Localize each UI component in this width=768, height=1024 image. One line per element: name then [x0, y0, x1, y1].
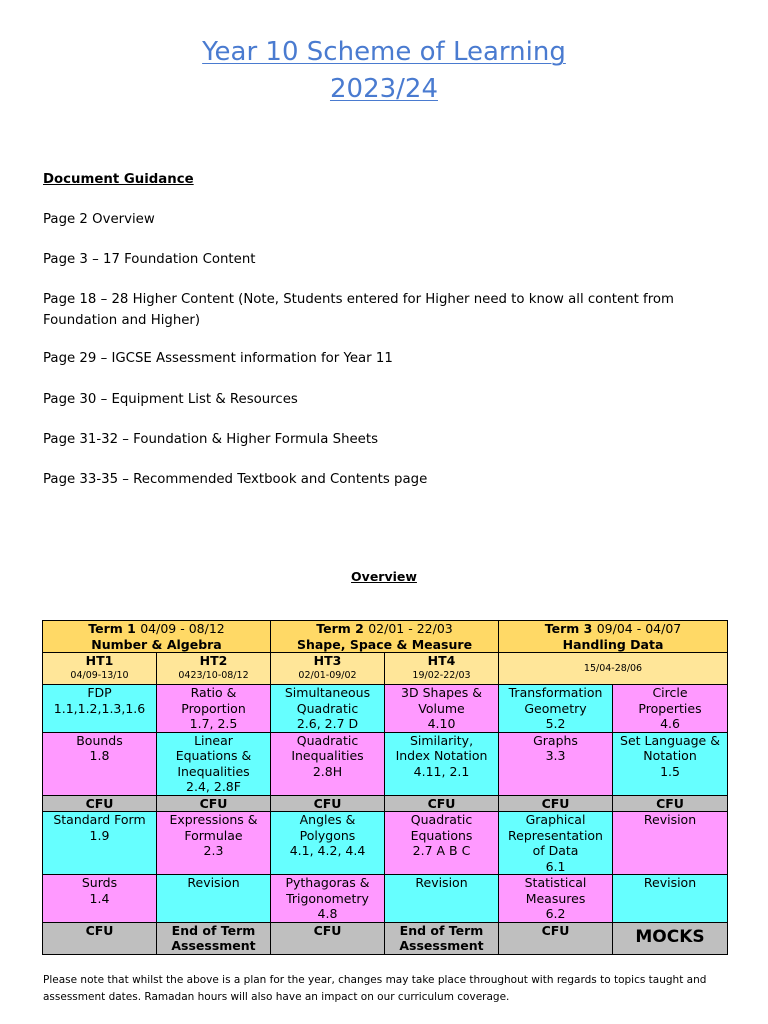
topic-row: [43, 795, 728, 812]
topic-cell-line: CFU: [199, 795, 228, 811]
topic-row: [43, 732, 728, 795]
topic-cell: [613, 875, 728, 923]
topic-cell-line: Assessment: [399, 938, 484, 953]
topic-cell: [613, 922, 728, 954]
topic-cell-line: FDP: [87, 685, 112, 700]
topic-cell: [271, 922, 385, 954]
topic-cell-line: Volume: [418, 700, 465, 716]
topic-cell: [271, 732, 385, 795]
topic-cell-line: Properties: [638, 700, 702, 716]
guidance-item: Page 2 Overview: [43, 212, 155, 227]
topic-cell-line: CFU: [427, 795, 456, 811]
half-term-label: HT1: [85, 653, 114, 668]
term-name: Term 1: [88, 621, 136, 636]
topic-cell-line: Notation: [643, 748, 697, 763]
half-term-label: HT4: [427, 653, 456, 668]
term-dates: 02/01 - 22/03: [368, 621, 453, 636]
guidance-item: Page 30 – Equipment List & Resources: [43, 392, 298, 407]
topic-cell: [385, 875, 499, 923]
topic-cell: [499, 875, 613, 923]
topic-cell-line: Ratio &: [190, 685, 237, 700]
topic-cell-line: Surds: [81, 875, 118, 890]
topic-cell-line: Inequalities: [291, 748, 364, 763]
topic-cell-line: of Data: [532, 843, 579, 858]
topic-cell-line: CFU: [656, 795, 684, 811]
topic-cell-line: 2.4, 2.8F: [186, 779, 241, 794]
topic-cell: [157, 875, 271, 923]
topic-cell-line: 1.1,1.2,1.3,1.6: [53, 700, 146, 716]
topic-cell-line: Statistical: [524, 875, 587, 890]
topic-cell-line: Simultaneous: [284, 685, 371, 700]
topic-cell-line: 4.11, 2.1: [413, 763, 470, 779]
topic-cell-line: Standard Form: [53, 812, 146, 827]
topic-cell-line: Revision: [415, 875, 468, 890]
topic-cell: [385, 732, 499, 795]
topic-cell-line: 2.3: [203, 843, 224, 858]
topic-cell-line: 1.9: [89, 827, 110, 843]
guidance-item: Page 3 – 17 Foundation Content: [43, 252, 256, 267]
term-header-row: [43, 621, 728, 653]
topic-cell-line: Revision: [643, 875, 697, 890]
topic-cell-line: Geometry: [524, 700, 587, 716]
title-line-2: 2023/24: [329, 74, 438, 104]
term-subject: Handling Data: [562, 636, 664, 652]
guidance-item: Page 33-35 – Recommended Textbook and Contents page: [43, 472, 428, 487]
term-1-header: [43, 621, 271, 653]
topic-cell-line: Transformation: [508, 685, 603, 700]
overview-table: [42, 620, 728, 955]
topic-cell-line: Equations: [410, 827, 473, 843]
term-dates: 04/09 - 08/12: [140, 621, 225, 636]
topic-cell-line: End of Term: [399, 922, 484, 938]
topic-cell-line: Revision: [187, 875, 240, 890]
topic-cell-line: Revision: [643, 812, 697, 827]
topic-cell-line: 1.8: [89, 748, 110, 763]
document-title: [0, 34, 768, 108]
overview-heading: Overview: [351, 569, 417, 584]
term-dates: 09/04 - 04/07: [596, 621, 682, 636]
topic-cell-line: 3D Shapes &: [401, 685, 482, 700]
topic-row: [43, 685, 728, 733]
half-term-3: [271, 653, 385, 685]
half-term-1: [43, 653, 157, 685]
topic-cell-line: 2.6, 2.7 D: [296, 716, 359, 731]
half-term-dates: 19/02-22/03: [412, 669, 471, 681]
topic-cell: [271, 875, 385, 923]
topic-cell: [613, 795, 728, 812]
topic-cell: [613, 732, 728, 795]
topic-cell: [499, 685, 613, 733]
topic-cell: [271, 685, 385, 733]
topic-cell-line: Quadratic: [410, 812, 473, 827]
topic-cell-line: Polygons: [299, 827, 356, 843]
topic-cell-line: 4.10: [427, 716, 456, 731]
topic-cell: [271, 812, 385, 875]
topic-cell-line: Graphs: [533, 732, 578, 748]
topic-cell-line: 5.2: [545, 716, 566, 731]
topic-cell-line: MOCKS: [635, 927, 705, 948]
topic-cell: [43, 812, 157, 875]
topic-cell: [157, 812, 271, 875]
topic-cell: [43, 875, 157, 923]
topic-cell: [385, 922, 499, 954]
topic-cell-line: 2.8H: [312, 763, 343, 779]
topic-row: [43, 812, 728, 875]
topic-cell-line: 2.7 A B C: [412, 843, 471, 858]
topic-cell-line: CFU: [313, 795, 342, 811]
topic-cell-line: Equations &: [175, 748, 252, 763]
topic-cell-line: Inequalities: [177, 763, 250, 779]
topic-cell-line: Circle: [652, 685, 688, 700]
topic-cell: [157, 795, 271, 812]
topic-cell-line: Bounds: [76, 732, 123, 748]
topic-cell: [613, 685, 728, 733]
topic-row: [43, 875, 728, 923]
topic-cell: [499, 795, 613, 812]
half-term-2: [157, 653, 271, 685]
topic-cell-line: Pythagoras &: [285, 875, 370, 890]
topic-cell-line: 6.1: [545, 858, 566, 874]
half-term-label: HT2: [199, 653, 228, 668]
guidance-item: Page 29 – IGCSE Assessment information for Year 11: [43, 351, 393, 366]
topic-cell-line: Trigonometry: [286, 890, 369, 906]
topic-cell-line: Index Notation: [395, 748, 488, 763]
topic-cell-line: End of Term: [171, 922, 256, 938]
term-name: Term 2: [316, 621, 364, 636]
half-term-label: HT3: [313, 653, 342, 668]
topic-cell: [385, 795, 499, 812]
title-line-1: Year 10 Scheme of Learning: [202, 37, 566, 67]
topic-cell: [43, 922, 157, 954]
topic-cell: [271, 795, 385, 812]
topic-cell: [43, 732, 157, 795]
half-term-4: [385, 653, 499, 685]
topic-cell-line: CFU: [541, 795, 570, 811]
half-term-dates: 02/01-09/02: [298, 669, 357, 681]
half-term-dates: 04/09-13/10: [70, 669, 129, 681]
topic-cell-line: 1.7, 2.5: [189, 716, 238, 731]
guidance-item: Page 18 – 28 Higher Content (Note, Students entered for Higher need to know all content from Foundation and Higher): [43, 292, 674, 328]
topic-cell-line: Measures: [525, 890, 586, 906]
term-3-dates: [499, 653, 728, 685]
footnote: Please note that whilst the above is a plan for the year, changes may take place throughout with regards to topics taught and assessment dates. Ramadan hours will also have an impact on our curriculum coverage.: [43, 974, 707, 1003]
term-subject: Number & Algebra: [91, 636, 222, 652]
topic-cell-line: 6.2: [545, 906, 566, 921]
topic-cell-line: CFU: [85, 795, 114, 811]
topic-cell-line: Quadratic: [296, 700, 359, 716]
topic-cell-line: Quadratic: [296, 732, 359, 748]
topic-cell-line: Set Language &: [620, 732, 720, 748]
topic-cell: [613, 812, 728, 875]
topic-cell-line: Assessment: [171, 938, 256, 953]
half-term-dates: 15/04-28/06: [583, 663, 643, 674]
topic-cell: [385, 685, 499, 733]
topic-cell-line: Formulae: [184, 827, 243, 843]
topic-cell-line: 3.3: [545, 748, 566, 763]
topic-cell-line: Representation: [508, 827, 603, 843]
term-3-header: [499, 621, 728, 653]
topic-cell-line: Graphical: [525, 812, 586, 827]
topic-cell-line: Linear: [194, 732, 233, 748]
topic-cell-line: Proportion: [181, 700, 246, 716]
topic-row: [43, 922, 728, 954]
guidance-item: Page 31-32 – Foundation & Higher Formula Sheets: [43, 432, 378, 447]
topic-cell-line: 4.8: [317, 906, 338, 921]
topic-cell-line: Expressions &: [169, 812, 258, 827]
topic-cell-line: 1.4: [89, 890, 110, 906]
half-term-dates: 0423/10-08/12: [178, 669, 249, 681]
topic-cell: [43, 795, 157, 812]
term-2-header: [271, 621, 499, 653]
topic-cell: [43, 685, 157, 733]
topic-cell: [385, 812, 499, 875]
term-name: Term 3: [544, 621, 593, 636]
topic-cell-line: Similarity,: [409, 732, 474, 748]
topic-cell: [157, 922, 271, 954]
topic-cell: [499, 922, 613, 954]
term-subject: Shape, Space & Measure: [296, 636, 473, 652]
topic-cell-line: CFU: [313, 922, 342, 938]
topic-cell-line: CFU: [541, 922, 570, 938]
half-term-row: [43, 653, 728, 685]
guidance-heading: Document Guidance: [43, 172, 194, 187]
topic-cell: [499, 812, 613, 875]
topic-cell-line: 4.6: [660, 716, 680, 731]
topic-cell: [157, 685, 271, 733]
topic-cell-line: Angles &: [299, 812, 356, 827]
topic-cell-line: 4.1, 4.2, 4.4: [289, 843, 366, 858]
topic-cell: [499, 732, 613, 795]
topic-cell: [157, 732, 271, 795]
topic-cell-line: 1.5: [660, 763, 680, 779]
topic-cell-line: CFU: [85, 922, 114, 938]
